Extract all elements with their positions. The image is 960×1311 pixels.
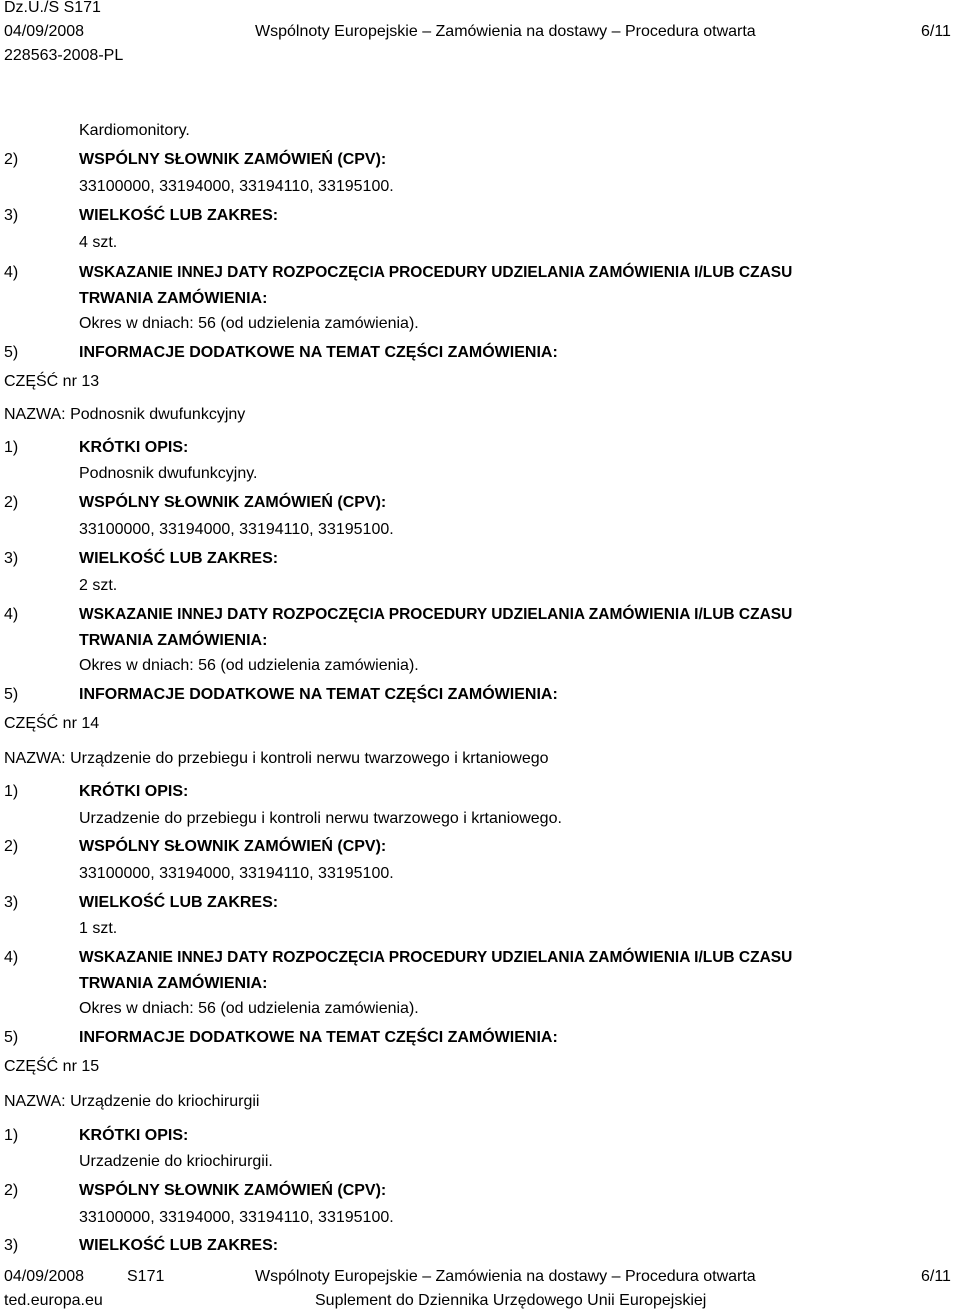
item-number: 4) <box>4 949 19 966</box>
header-title: Wspólnoty Europejskie – Zamówienia na dostawy – Procedura otwarta <box>255 23 756 40</box>
journal-ref: Dz.U./S S171 <box>4 0 101 16</box>
date-value: Okres w dniach: 56 (od udzielenia zamówienia). <box>79 1000 419 1017</box>
part-name: NAZWA: Podnosnik dwufunkcyjny <box>4 406 246 423</box>
footer-title: Wspólnoty Europejskie – Zamówienia na dostawy – Procedura otwarta <box>255 1268 756 1285</box>
additional-info-label: INFORMACJE DODATKOWE NA TEMAT CZĘŚCI ZAMÓWIENIA: <box>79 686 558 703</box>
quantity-value: 4 szt. <box>79 234 118 251</box>
part-heading: CZĘŚĆ nr 13 <box>4 373 100 390</box>
date-value: Okres w dniach: 56 (od udzielenia zamówienia). <box>79 657 419 674</box>
item-number: 5) <box>4 686 19 703</box>
quantity-label: WIELKOŚĆ LUB ZAKRES: <box>79 550 279 567</box>
short-description-value: Podnosnik dwufunkcyjny. <box>79 465 258 482</box>
footer-series: S171 <box>127 1268 165 1285</box>
cpv-value: 33100000, 33194000, 33194110, 33195100. <box>79 521 394 538</box>
item-number: 2) <box>4 494 19 511</box>
date-label-cont: TRWANIA ZAMÓWIENIA: <box>79 632 268 649</box>
item-number: 2) <box>4 151 19 168</box>
item-number: 2) <box>4 1182 19 1199</box>
quantity-label: WIELKOŚĆ LUB ZAKRES: <box>79 1237 279 1254</box>
date-label: WSKAZANIE INNEJ DATY ROZPOCZĘCIA PROCEDURY UDZIELANIA ZAMÓWIENIA I/LUB CZASU <box>79 949 793 966</box>
footer-site-link[interactable]: ted.europa.eu <box>4 1292 103 1309</box>
short-description-label: KRÓTKI OPIS: <box>79 439 189 456</box>
additional-info-label: INFORMACJE DODATKOWE NA TEMAT CZĘŚCI ZAMÓWIENIA: <box>79 344 558 361</box>
item-number: 5) <box>4 344 19 361</box>
part-name: NAZWA: Urządzenie do przebiegu i kontroli nerwu twarzowego i krtaniowego <box>4 750 549 767</box>
item-number: 1) <box>4 439 19 456</box>
cpv-value: 33100000, 33194000, 33194110, 33195100. <box>79 178 394 195</box>
date-label: WSKAZANIE INNEJ DATY ROZPOCZĘCIA PROCEDURY UDZIELANIA ZAMÓWIENIA I/LUB CZASU <box>79 264 793 281</box>
quantity-value: 2 szt. <box>79 577 118 594</box>
part-name: NAZWA: Urządzenie do kriochirurgii <box>4 1093 260 1110</box>
quantity-label: WIELKOŚĆ LUB ZAKRES: <box>79 207 279 224</box>
short-description-label: KRÓTKI OPIS: <box>79 1127 189 1144</box>
cpv-label: WSPÓLNY SŁOWNIK ZAMÓWIEŃ (CPV): <box>79 151 387 168</box>
additional-info-label: INFORMACJE DODATKOWE NA TEMAT CZĘŚCI ZAMÓWIENIA: <box>79 1029 558 1046</box>
cpv-value: 33100000, 33194000, 33194110, 33195100. <box>79 1209 394 1226</box>
item-number: 1) <box>4 783 19 800</box>
date-label-cont: TRWANIA ZAMÓWIENIA: <box>79 975 268 992</box>
cpv-label: WSPÓLNY SŁOWNIK ZAMÓWIEŃ (CPV): <box>79 838 387 855</box>
part-heading: CZĘŚĆ nr 14 <box>4 715 100 732</box>
item-number: 4) <box>4 264 19 281</box>
date-label: WSKAZANIE INNEJ DATY ROZPOCZĘCIA PROCEDURY UDZIELANIA ZAMÓWIENIA I/LUB CZASU <box>79 606 793 623</box>
short-description-value: Urzadzenie do kriochirurgii. <box>79 1153 273 1170</box>
header-page-number: 6/11 <box>921 23 951 40</box>
date-label-cont: TRWANIA ZAMÓWIENIA: <box>79 290 268 307</box>
short-description-label: KRÓTKI OPIS: <box>79 783 189 800</box>
cpv-label: WSPÓLNY SŁOWNIK ZAMÓWIEŃ (CPV): <box>79 1182 387 1199</box>
footer-page-number: 6/11 <box>921 1268 951 1285</box>
short-description-value: Kardiomonitory. <box>79 122 190 139</box>
document-id: 228563-2008-PL <box>4 47 124 64</box>
header-date: 04/09/2008 <box>4 23 85 40</box>
item-number: 3) <box>4 1237 19 1254</box>
footer-date: 04/09/2008 <box>4 1268 85 1285</box>
item-number: 2) <box>4 838 19 855</box>
item-number: 3) <box>4 550 19 567</box>
item-number: 4) <box>4 606 19 623</box>
cpv-label: WSPÓLNY SŁOWNIK ZAMÓWIEŃ (CPV): <box>79 494 387 511</box>
date-value: Okres w dniach: 56 (od udzielenia zamówienia). <box>79 315 419 332</box>
footer-supplement: Suplement do Dziennika Urzędowego Unii Europejskiej <box>315 1292 707 1309</box>
part-heading: CZĘŚĆ nr 15 <box>4 1058 100 1075</box>
item-number: 1) <box>4 1127 19 1144</box>
quantity-label: WIELKOŚĆ LUB ZAKRES: <box>79 894 279 911</box>
item-number: 3) <box>4 207 19 224</box>
cpv-value: 33100000, 33194000, 33194110, 33195100. <box>79 865 394 882</box>
item-number: 5) <box>4 1029 19 1046</box>
short-description-value: Urzadzenie do przebiegu i kontroli nerwu twarzowego i krtaniowego. <box>79 810 562 827</box>
item-number: 3) <box>4 894 19 911</box>
quantity-value: 1 szt. <box>79 920 118 937</box>
